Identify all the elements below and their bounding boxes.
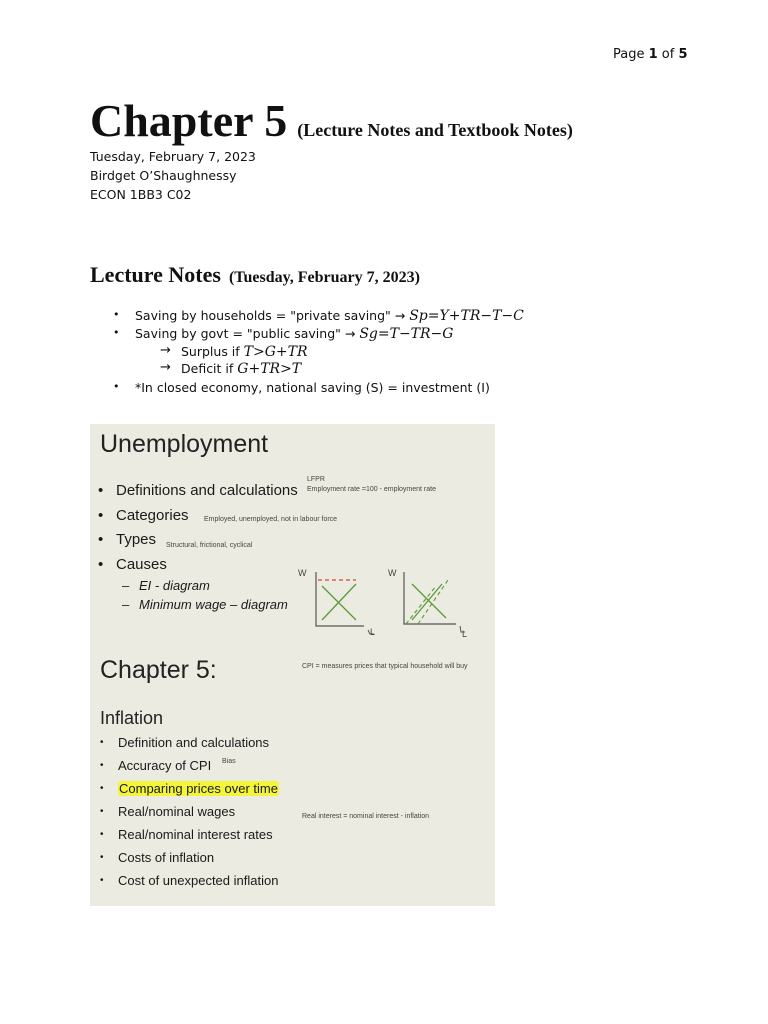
slide-dash: – [122,578,130,593]
inflation-item [100,873,279,888]
lecture-notes-heading [90,262,420,288]
slide-bullet: • [100,737,104,748]
bullet-public-saving [113,326,454,342]
page-number-separator: of [657,47,679,62]
slide-chapter-title: Chapter 5: [100,656,217,684]
page-number-prefix: Page [613,47,649,62]
annotation-categories: Employed, unemployed, not in labour force [204,516,338,523]
chapter-title: Chapter 5 [90,95,288,146]
inflation-item [100,850,215,865]
arrow-icon: → [160,343,171,358]
page-number [613,47,688,62]
inflation-item [100,735,270,750]
bullet-text: Surplus if [181,344,240,359]
diagram-axis-l-left: L [370,627,376,637]
annotation-real-interest: Real interest = nominal interest - inflation [302,813,430,820]
slide-bullet: • [100,760,104,771]
bullet-formula: Sg=T−TR−G [359,326,454,342]
slide-dash: – [122,597,130,612]
slide-item-text: Causes [116,556,167,573]
slide-bullet: • [100,829,104,840]
slide-bullet: • [98,531,104,548]
annotation-cpi: CPI = measures prices that typical household will buy [302,663,468,670]
bullet-text: Saving by households = "private saving" → [135,308,406,323]
slide-subitem-min-wage [122,597,288,612]
author-line: Birdget O’Shaughnessy [90,168,237,183]
slide-unemployment-title: Unemployment [100,430,269,458]
bullet-private-saving [113,308,524,324]
slide-item-text: Types [116,531,157,548]
diagram-axis-w-right: W [388,568,397,578]
inflation-item-text: Real/nominal interest rates [118,827,273,842]
annotation-bias: Bias [222,758,236,765]
diagram-axis-l-right: L [462,629,468,639]
inflation-item [100,804,236,819]
sub-bullet-surplus [160,343,308,360]
lecture-heading-title: Lecture Notes [90,262,221,287]
bullet-dot: • [113,308,120,321]
slide-subitem-text: EI - diagram [139,578,210,593]
slide-item-text: Definitions and calculations [116,482,298,499]
inflation-item-text: Cost of unexpected inflation [118,873,279,888]
slide-item-causes [98,556,167,573]
slide-subitem-ei [122,578,210,593]
lecture-heading-date: (Tuesday, February 7, 2023) [228,269,420,286]
slide-bullet: • [100,783,104,794]
min-wage-diagram-sketch [404,572,465,632]
inflation-item [100,827,273,842]
slide-bullet: • [98,556,104,573]
slide-bullet: • [100,875,104,886]
course-line: ECON 1BB3 C02 [90,187,192,202]
annotation-lfpr: LFPR [307,476,325,483]
bullet-dot: • [113,380,120,393]
supply-demand-sketches [294,566,474,640]
slide-item-categories [98,507,189,524]
annotation-types: Structural, frictional, cyclical [166,542,253,549]
slide-item-definitions [98,482,298,499]
slide-bullet: • [98,507,104,524]
slide-item-text: Categories [116,507,189,524]
ei-diagram-sketch [316,572,374,634]
lecture-slide-image [90,424,495,906]
inflation-item [100,781,279,796]
bullet-formula: T>G+TR [243,344,308,360]
slide-bullet: • [100,852,104,863]
slide-item-types [98,531,157,548]
inflation-item-text: Real/nominal wages [118,804,236,819]
arrow-icon: → [160,360,171,375]
inflation-item-text-highlighted: Comparing prices over time [119,781,278,796]
diagram-axis-w-left: W [298,568,307,578]
inflation-item-text: Costs of inflation [118,850,215,865]
bullet-dot: • [113,326,120,339]
inflation-item-text: Accuracy of CPI [118,758,212,773]
slide-subitem-text: Minimum wage – diagram [139,597,288,612]
slide-inflation-title: Inflation [100,708,164,728]
annotation-employment-rate: Employment rate =100 - employment rate [307,486,436,493]
bullet-text: Saving by govt = "public saving" → [135,326,356,341]
page-number-current: 1 [648,47,658,62]
bullet-text: *In closed economy, national saving (S) = investment (I) [135,380,490,395]
sub-bullet-deficit [160,360,302,377]
bullet-formula: G+TR>T [237,361,302,377]
bullet-text: Deficit if [181,361,234,376]
date-line: Tuesday, February 7, 2023 [90,149,256,164]
bullet-closed-economy [113,380,490,395]
page-number-total: 5 [678,47,688,62]
inflation-item-text: Definition and calculations [118,735,270,750]
page-title [90,94,573,147]
chapter-subtitle: (Lecture Notes and Textbook Notes) [297,120,573,140]
inflation-item [100,758,212,773]
bullet-formula: Sp=Y+TR−T−C [409,308,524,324]
slide-bullet: • [100,806,104,817]
slide-bullet: • [98,482,104,499]
